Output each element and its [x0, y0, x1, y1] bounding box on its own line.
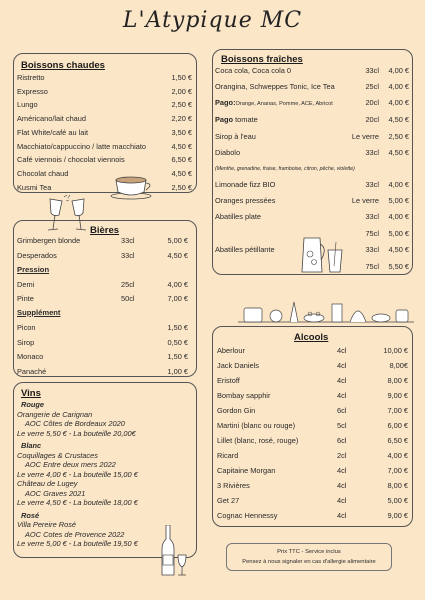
supplement-subtitle: Supplément [17, 308, 61, 317]
beer-name: Desperados [17, 251, 57, 260]
spirit-price: 9,00 € [387, 391, 408, 400]
spirit-price: 6,00 € [387, 421, 408, 430]
spirit-price: 7,00 € [387, 466, 408, 475]
spirit-name: Aberlour [217, 346, 245, 355]
wine-line: Coquillages & Crustaces [17, 450, 98, 460]
cold-drink-price: 4,00 € [388, 82, 409, 91]
wine-category: Rosé [21, 510, 40, 520]
hot-drink-price: 4,50 € [171, 141, 192, 151]
spirit-price: 8,00 € [387, 376, 408, 385]
wine-line: Château de Lugey [17, 479, 78, 488]
supplement-price: 0,50 € [167, 337, 188, 347]
cold-drink-variant: tomate [233, 115, 258, 124]
draft-price: 4,00 € [167, 280, 188, 289]
coffee-cup-icon [108, 172, 158, 200]
spirit-name: Capitaine Morgan [217, 466, 276, 475]
spirit-price: 5,00 € [387, 496, 408, 505]
cold-drink-volume: 20cl [365, 98, 379, 107]
spirit-price: 4,00 € [387, 451, 408, 460]
cold-drink-price: 4,00 € [388, 98, 409, 107]
wine-line: AOC Graves 2021 [25, 488, 86, 498]
supplement-name: Picon [17, 323, 36, 332]
cold-drink-price: 5,00 € [388, 196, 409, 205]
hot-drink-name: Café viennois / chocolat viennois [17, 155, 125, 165]
cold-drink-price: 5,00 € [388, 229, 409, 238]
cold-drink-volume: 25cl [365, 82, 379, 91]
hot-drink-price: 2,50 € [171, 182, 192, 192]
spirit-name: Ricard [217, 451, 239, 460]
spirit-volume: 4cl [337, 376, 347, 385]
cold-drink-price: 4,00 € [388, 180, 409, 189]
hot-drink-price: 4,50 € [171, 168, 192, 178]
supplement-name: Monaco [17, 352, 44, 361]
spirit-name: Cognac Hennessy [217, 511, 278, 520]
footer-line-2: Pensez à nous signaler en cas d'allergie alimentaire [242, 559, 376, 565]
cold-drinks-title: Boissons fraîches [221, 54, 303, 65]
cold-drink-variant: Orange, Ananas, Pomme, ACE, Abricot [235, 101, 333, 107]
supplement-price: 1,50 € [167, 352, 188, 361]
hot-drink-price: 6,50 € [171, 155, 192, 165]
cold-drink-price: 2,50 € [388, 132, 409, 141]
spirit-volume: 6cl [337, 406, 347, 415]
wine-line: Le verre 5,50 € - La bouteille 20,00€ [17, 428, 136, 438]
wine-line: Le verre 4,00 € - La bouteille 15,00 € [17, 469, 138, 479]
draft-volume: 50cl [121, 294, 135, 303]
cold-drink-price: 4,50 € [388, 245, 409, 254]
page-title: L'Atypique MC [122, 8, 303, 33]
supplement-price: 1,50 € [167, 323, 188, 332]
cold-drink-name: Oranges pressées [215, 196, 276, 205]
hot-drink-name: Ristretto [17, 73, 45, 82]
cold-drink-volume: 33cl [365, 66, 379, 75]
spirit-name: Bombay sapphir [217, 391, 271, 400]
cold-drink-price: 4,00 € [388, 212, 409, 221]
spirit-name: Gordon Gin [217, 406, 256, 415]
cold-drink-volume: 20cl [365, 115, 379, 124]
lemonade-jug-icon [298, 232, 346, 276]
wine-category: Blanc [21, 441, 42, 450]
cold-drink-price: 5,50 € [388, 262, 409, 271]
footer-note [226, 543, 392, 571]
cold-drink-name: Orangina, Schweppes Tonic, Ice Tea [215, 82, 335, 91]
wine-line: Villa Pereire Rosé [17, 520, 77, 529]
beer-name: Grimbergen blonde [17, 236, 81, 245]
wine-line: AOC Cotes de Provence 2022 [25, 529, 125, 539]
diabolo-flavors-note: (Menthe, grenadine, fraise, framboise, citron, pêche, violette) [215, 166, 355, 172]
cold-drink-volume: 33cl [365, 180, 379, 189]
draft-volume: 25cl [121, 280, 135, 289]
wine-line: AOC Entre deux mers 2022 [25, 460, 116, 469]
spirit-name: Eristoff [217, 376, 240, 385]
wine-bottle-icon [158, 525, 188, 577]
spirit-name: Lillet (blanc, rosé, rouge) [217, 436, 299, 445]
spirit-volume: 4cl [337, 391, 347, 400]
supplement-name: Panaché [17, 366, 47, 376]
hot-drink-name: Lungo [17, 100, 38, 110]
hot-drink-name: Macchiato/cappuccino / latte macchiato [17, 141, 146, 151]
spirit-name: 3 Rivières [217, 481, 250, 490]
spirits-title: Alcools [294, 332, 329, 343]
hot-drink-price: 2,00 € [171, 86, 192, 96]
spirit-volume: 2cl [337, 451, 347, 460]
cold-drink-name: Coca cola, Coca cola 0 [215, 66, 291, 75]
beer-volume: 33cl [121, 236, 135, 245]
beers-title: Bières [90, 225, 120, 236]
hot-drink-price: 1,50 € [171, 73, 192, 82]
spirit-price: 8,00 € [387, 481, 408, 490]
cold-drink-name [215, 98, 333, 107]
draft-price: 7,00 € [167, 294, 188, 303]
draft-name: Demi [17, 280, 35, 289]
spirit-volume: 4cl [337, 361, 347, 370]
spirit-volume: 4cl [337, 466, 347, 475]
spirit-price: 9,00 € [387, 511, 408, 520]
spirit-volume: 4cl [337, 481, 347, 490]
footer-line-1: Prix TTC - Service inclus [277, 549, 341, 555]
cold-drink-name: Diabolo [215, 148, 241, 157]
draft-name: Pinte [17, 294, 34, 303]
hot-drink-name: Chocolat chaud [17, 168, 69, 178]
cold-drink-price: 4,50 € [388, 115, 409, 124]
spirit-name: Get 27 [217, 496, 240, 505]
beer-price: 5,00 € [167, 236, 188, 245]
spirit-name: Jack Daniels [217, 361, 259, 370]
spirit-price: 7,00 € [387, 406, 408, 415]
wine-line: Le verre 4,50 € - La bouteille 18,00 € [17, 498, 138, 507]
supplement-price: 1,00 € [167, 366, 188, 376]
wine-line: AOC Côtes de Bordeaux 2020 [25, 419, 125, 428]
cold-drink-name: Sirop à l'eau [215, 132, 256, 141]
draft-subtitle: Pression [17, 265, 50, 274]
cold-drink-brand: Pago: [215, 98, 236, 107]
food-spread-icon [236, 292, 416, 328]
hot-drink-price: 2,20 € [171, 114, 192, 124]
cold-drink-volume: 33cl [365, 212, 379, 221]
hot-drink-name: Américano/lait chaud [17, 114, 87, 124]
spirit-price: 8,00€ [389, 361, 408, 370]
cold-drink-volume: 75cl [365, 262, 379, 271]
cold-drink-volume: Le verre [351, 196, 379, 205]
cold-drink-name: Abatilles plate [215, 212, 262, 221]
cold-drink-volume: 33cl [365, 148, 379, 157]
spirit-volume: 4cl [337, 346, 347, 355]
cold-drink-price: 4,50 € [388, 148, 409, 157]
cold-drink-brand: Pago [215, 115, 234, 124]
spirit-volume: 4cl [337, 511, 347, 520]
cold-drink-volume: 75cl [365, 229, 379, 238]
spirit-name: Martini (blanc ou rouge) [217, 421, 296, 430]
hot-drink-name: Kusmi Tea [17, 182, 52, 192]
cold-drink-name [215, 115, 258, 124]
hot-drink-name: Expresso [17, 86, 48, 96]
supplement-name: Sirop [17, 337, 35, 347]
hot-drink-price: 3,50 € [171, 127, 192, 137]
spirit-volume: 4cl [337, 496, 347, 505]
wine-category: Rouge [21, 400, 44, 409]
cold-drink-volume: 33cl [365, 245, 379, 254]
wines-title: Vins [21, 388, 41, 399]
beer-volume: 33cl [121, 251, 135, 260]
cold-drink-name: Abatilles pétillante [215, 245, 275, 254]
wine-line: Orangerie de Carignan [17, 409, 93, 419]
cold-drink-volume: Le verre [351, 132, 379, 141]
spirit-price: 6,50 € [387, 436, 408, 445]
spirit-volume: 6cl [337, 436, 347, 445]
cold-drink-name: Limonade fizz BIO [215, 180, 276, 189]
spirit-volume: 5cl [337, 421, 347, 430]
wine-line: Le verre 5,00 € - La bouteille 19,50 € [17, 539, 138, 548]
hot-drink-price: 2,50 € [171, 100, 192, 110]
beer-price: 4,50 € [167, 251, 188, 260]
cold-drink-price: 4,00 € [388, 66, 409, 75]
spirit-price: 10,00 € [383, 346, 408, 355]
hot-drinks-title: Boissons chaudes [21, 60, 105, 71]
hot-drink-name: Flat White/café au lait [17, 127, 89, 137]
